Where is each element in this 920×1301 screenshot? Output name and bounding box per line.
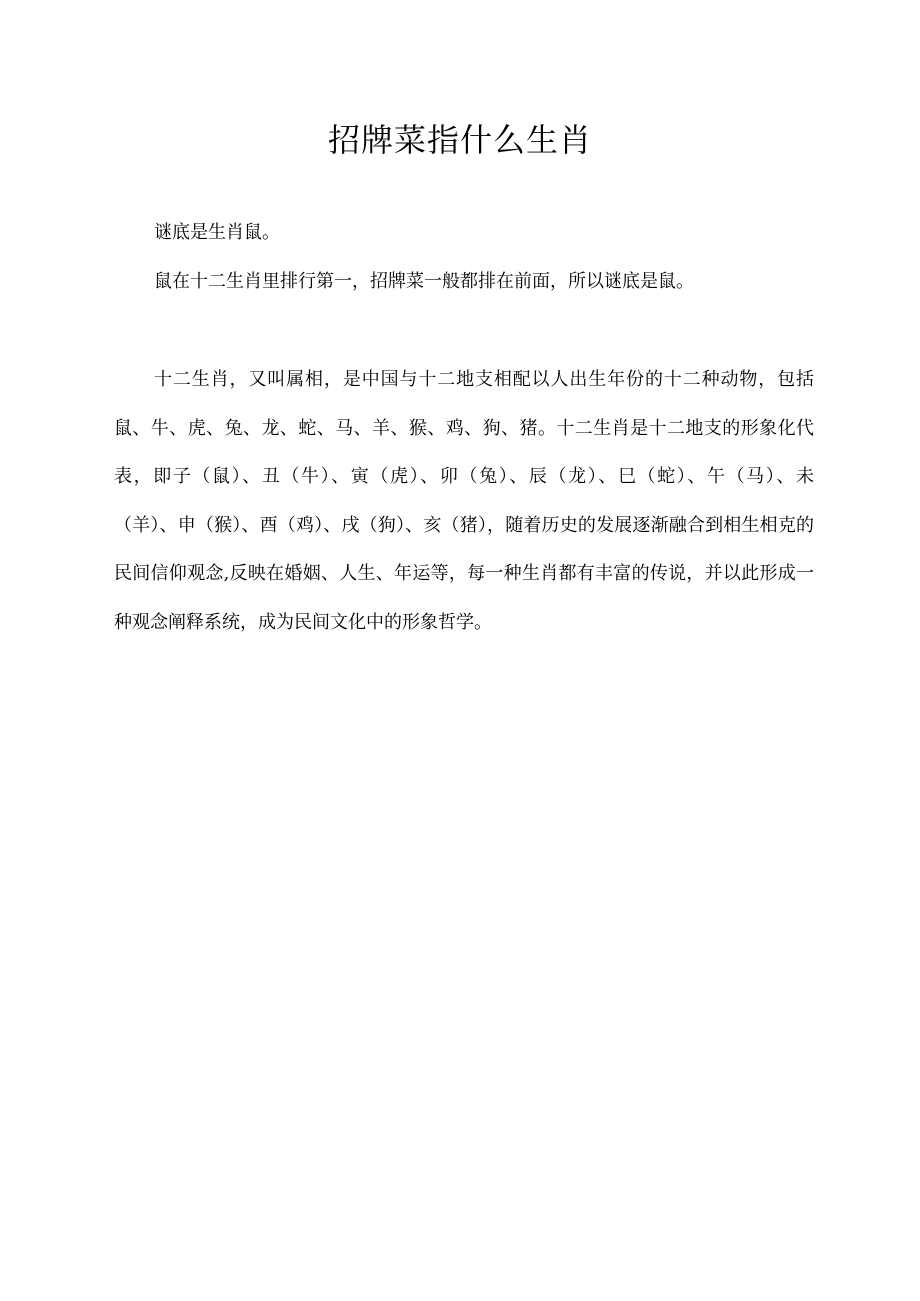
riddle-answer: 谜底是生肖鼠。 [154,222,280,243]
page-title: 招牌菜指什么生肖 [327,121,592,159]
zodiac-paragraph: 十二生肖，又叫属相，是中国与十二地支相配以人出生年份的十二种动物，包括鼠、牛、虎、兔、龙、蛇、马、羊、猴、鸡、狗、猪。十二生肖是十二地支的形象化代表，即子（鼠）、丑（牛）、寅（虎）、卯（兔）、辰（龙）、巳（蛇）、午（马）、未（羊）、申（猴）、酉（鸡）、戌（狗）、亥（猪），随着历史的发展逐渐融合到相生相克的民间信仰观念,反映在婚姻、人生、年运等，每一种生肖都有丰富的传说，并以此形成一种观念阐释系统，成为民间文化中的形象哲学。 [114,369,814,633]
zodiac-section [114,356,814,648]
riddle-explanation: 鼠在十二生肖里排行第一，招牌菜一般都排在前面，所以谜底是鼠。 [154,271,694,292]
answer-section [114,216,814,299]
